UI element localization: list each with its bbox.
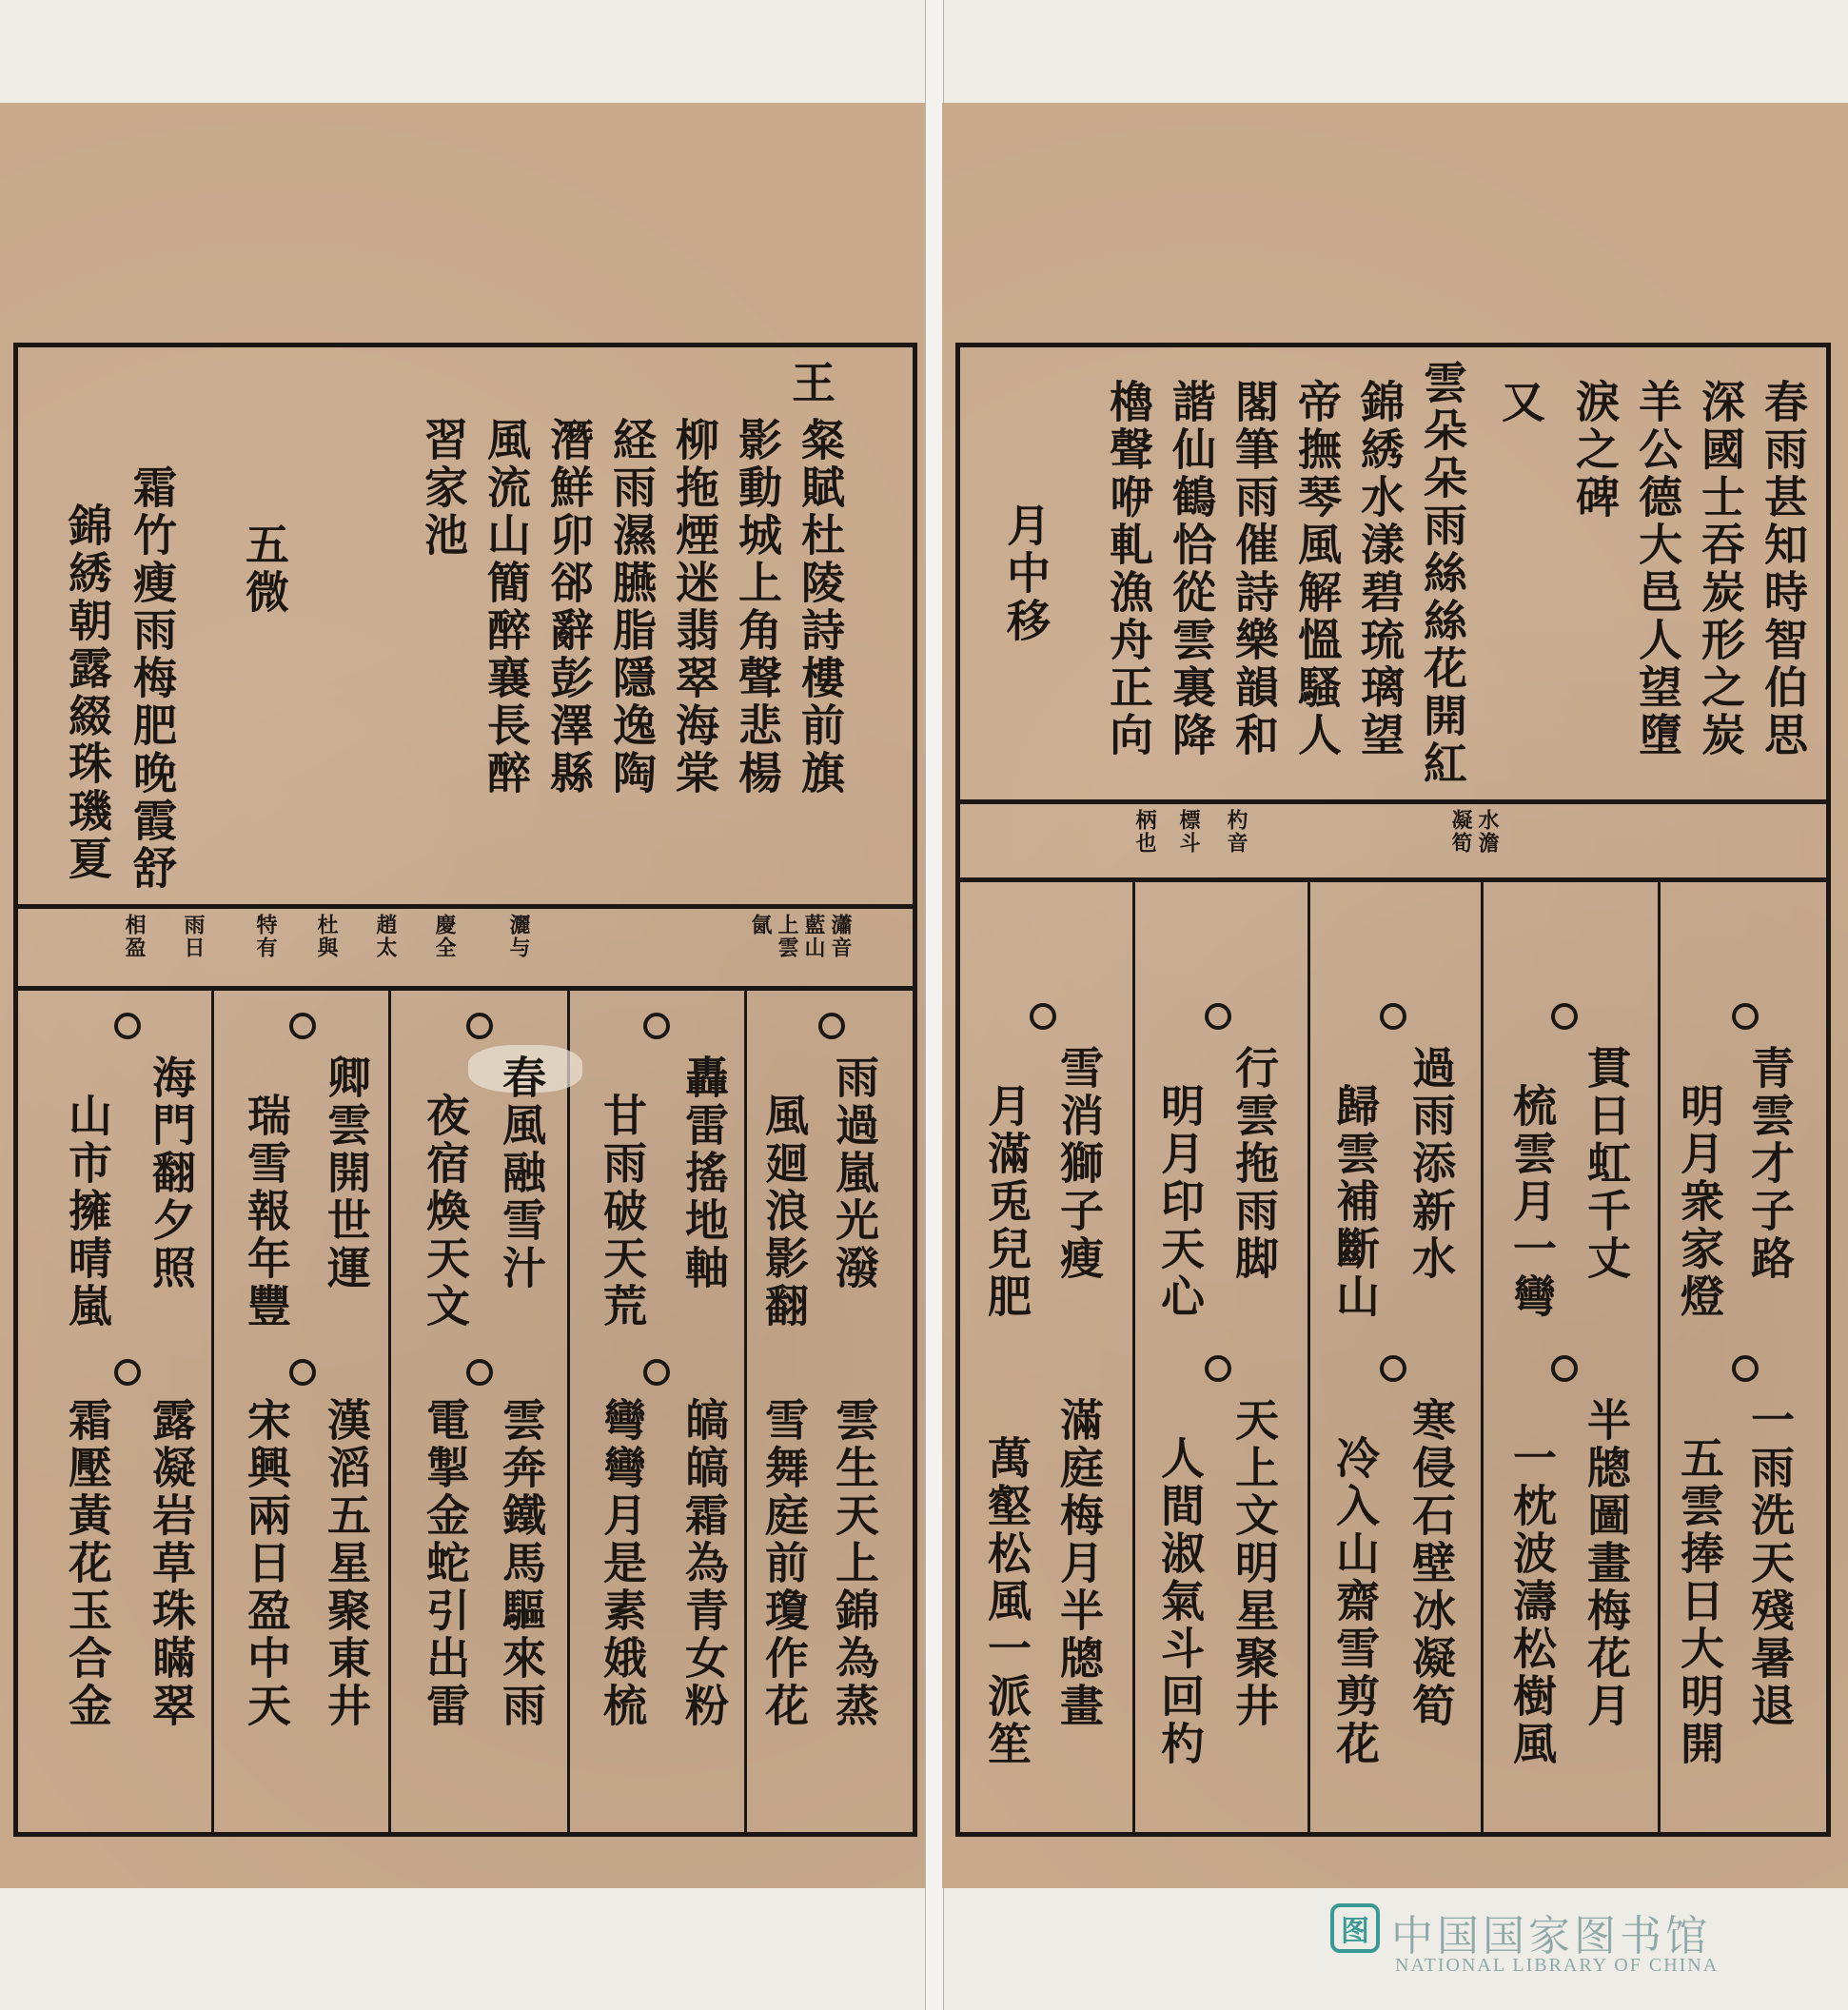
right-lower-col-8-bottom: 人間淑氣斗回杓 (1154, 1435, 1206, 1768)
left-lower-col-2-bottom: 雲生天上錦為蒸 (829, 1397, 880, 1730)
right-upper-col-9: 閣筆雨催詩樂韻和 (1229, 379, 1280, 759)
left-annotation-5: 灑与 (506, 914, 531, 959)
left-page (0, 103, 925, 1888)
right-upper-col-3: 羊公德大邑人望墮 (1632, 379, 1683, 759)
right-lower-col-10-top: 月滿兎兒肥 (981, 1083, 1032, 1321)
left-lower-col-9-top: 卿雲開世運 (321, 1054, 372, 1292)
left-lower-col-11-bottom: 露凝岩草珠瞞翠 (146, 1397, 197, 1730)
right-lower-col-7-top: 行雲拖雨脚 (1229, 1045, 1280, 1283)
right-lower-col-2-top: 明月衆家燈 (1674, 1083, 1725, 1321)
right-lower-col-10-bottom: 萬壑松風一派笙 (981, 1435, 1032, 1768)
right-lower-col-5-top: 過雨添新水 (1406, 1045, 1457, 1283)
couplet-marker (114, 1013, 141, 1039)
left-upper-col-9: 五微 (239, 522, 290, 617)
right-lower-col-2-bottom: 五雲捧日大明開 (1674, 1435, 1725, 1768)
right-lower-col-8-top: 明月印天心 (1154, 1083, 1206, 1321)
left-upper-col-5: 経雨濕臙脂隱逸陶 (606, 417, 658, 798)
right-annotation-2: 凝筍 (1448, 809, 1473, 855)
left-annotation-9: 特有 (253, 914, 278, 959)
left-upper-col-10: 霜竹瘦雨梅肥晚霞舒 (127, 464, 178, 893)
couplet-marker (818, 1013, 845, 1039)
left-annotation-7: 趙太 (373, 914, 398, 959)
left-annotation-4: 氤 (748, 914, 773, 936)
right-annotation-4: 標斗 (1176, 809, 1201, 855)
right-upper-col-11: 櫓聲咿軋漁舟正向 (1103, 379, 1154, 759)
watermark-name-cn: 中国国家图书馆 (1391, 1912, 1711, 1961)
right-upper-divider (955, 799, 1831, 804)
left-upper-col-6: 潛鮮卯郤辭彭澤縣 (543, 417, 595, 798)
left-upper-divider (13, 904, 917, 909)
left-lower-col-10-bottom: 宋興兩日盈中天 (241, 1397, 292, 1730)
top-margin (0, 0, 1848, 103)
left-lower-col-8-bottom: 電掣金蛇引出雷 (420, 1397, 471, 1730)
right-upper-col-10: 諧仙鶴恰從雲裏降 (1166, 379, 1217, 759)
right-upper-col-12: 月中移 (1000, 502, 1052, 645)
right-upper-col-5: 又 (1495, 379, 1546, 426)
couplet-marker (289, 1359, 316, 1386)
left-upper-col-11: 錦綉朝露綴珠璣夏 (62, 502, 113, 883)
left-annotation-11: 相盈 (122, 914, 147, 959)
couplet-marker (466, 1359, 493, 1386)
left-upper-col-1: 王 (785, 360, 836, 407)
right-upper-col-6: 雲朵朵雨絲絲花開紅 (1417, 360, 1468, 788)
left-upper-col-2: 粲賦杜陵詩樓前旗 (795, 417, 846, 798)
right-lower-col-3-top: 貫日虹千丈 (1581, 1045, 1632, 1283)
right-lower-col-1-bottom: 一雨洗天殘暑退 (1744, 1397, 1796, 1730)
left-annotation-6: 慶全 (432, 914, 457, 959)
right-lower-divider (955, 877, 1831, 882)
left-upper-col-7: 風流山簡醉襄長醉 (481, 417, 532, 798)
right-lower-col-3-bottom: 半牕圖畫梅花月 (1581, 1397, 1632, 1730)
left-annotation-3: 上雲 (775, 914, 799, 959)
left-lower-col-4-bottom: 皜皜霜為青女粉 (678, 1397, 730, 1730)
left-lower-col-3-bottom: 雪舞庭前瓊作花 (758, 1397, 810, 1730)
left-lower-col-7-top: 夜宿煥天文 (420, 1093, 471, 1330)
left-annotation-2: 藍山 (801, 914, 826, 959)
couplet-marker (289, 1013, 316, 1039)
left-upper-col-8: 習家池 (418, 417, 469, 560)
left-lower-divider (13, 986, 917, 991)
couplet-marker (466, 1013, 493, 1039)
couplet-marker (1030, 1003, 1056, 1030)
right-annotation-1: 水澹 (1475, 809, 1500, 855)
left-lower-col-10-top: 瑞雪報年豐 (241, 1093, 292, 1330)
right-lower-col-1-top: 青雲才子路 (1744, 1045, 1796, 1283)
left-lower-col-9-bottom: 漢滔五星聚東井 (321, 1397, 372, 1730)
couplet-marker (1551, 1355, 1578, 1382)
left-annotation-8: 杜與 (314, 914, 339, 959)
right-upper-col-4: 淚之碑 (1569, 379, 1621, 522)
right-page (942, 103, 1848, 1888)
left-annotation-10: 雨日 (181, 914, 206, 959)
book-gutter (925, 0, 944, 2010)
couplet-marker (114, 1359, 141, 1386)
left-lower-col-2-top: 風廻浪影翻 (758, 1093, 810, 1330)
right-lower-col-6-top: 歸雲補斷山 (1329, 1083, 1381, 1321)
left-upper-col-3: 影動城上角聲悲楊 (732, 417, 783, 798)
right-lower-col-4-bottom: 一枕波濤松樹風 (1506, 1435, 1558, 1768)
right-lower-col-9-bottom: 滿庭梅月半牕畫 (1053, 1397, 1105, 1730)
right-upper-col-8: 帝撫琴風解慍騷人 (1291, 379, 1343, 759)
left-upper-col-4: 柳拖煙迷翡翠海棠 (669, 417, 720, 798)
left-lower-col-12-top: 山市擁晴嵐 (62, 1093, 113, 1330)
couplet-marker (1732, 1355, 1759, 1382)
left-lower-col-7-bottom: 雲奔鐵馬驅來雨 (496, 1397, 547, 1730)
right-upper-col-2: 深國士吞炭形之炭 (1695, 379, 1746, 759)
couplet-marker (643, 1359, 670, 1386)
right-upper-col-7: 錦綉水漾碧琉璃望 (1354, 379, 1406, 759)
couplet-marker (1205, 1003, 1231, 1030)
couplet-marker (1380, 1003, 1406, 1030)
right-lower-col-7-bottom: 天上文明星聚井 (1229, 1397, 1280, 1730)
left-lower-col-1-top: 雨過嵐光潑 (829, 1054, 880, 1292)
left-annotation-1: 瀟音 (828, 914, 853, 959)
right-lower-col-4-top: 梳雲月一彎 (1506, 1083, 1558, 1321)
right-upper-col-1: 春雨甚知時智伯思 (1758, 379, 1809, 759)
right-lower-col-5-bottom: 寒侵石壁冰凝筍 (1406, 1397, 1457, 1730)
couplet-marker (1551, 1003, 1578, 1030)
right-lower-col-9-top: 雪消獅子瘦 (1053, 1045, 1105, 1283)
couplet-marker (1380, 1355, 1406, 1382)
left-lower-col-5-bottom: 彎彎月是素娥梳 (597, 1397, 648, 1730)
left-lower-col-6-top: 春風融雪汁 (496, 1054, 547, 1292)
left-lower-col-11-top: 海門翻夕照 (146, 1054, 197, 1292)
right-annotation-5: 柄也 (1132, 809, 1157, 855)
right-lower-col-6-bottom: 冷入山齋雪剪花 (1329, 1435, 1381, 1768)
couplet-marker (1732, 1003, 1759, 1030)
left-lower-col-12-bottom: 霜壓黃花玉合金 (62, 1397, 113, 1730)
couplet-marker (1205, 1355, 1231, 1382)
left-lower-col-3-top: 轟雷搖地軸 (678, 1054, 730, 1292)
library-seal-icon: 图 (1330, 1903, 1380, 1953)
right-annotation-3: 杓音 (1224, 809, 1248, 855)
left-lower-col-4-top: 甘雨破天荒 (597, 1093, 648, 1330)
watermark-name-en: NATIONAL LIBRARY OF CHINA (1395, 1955, 1720, 1976)
couplet-marker (643, 1013, 670, 1039)
